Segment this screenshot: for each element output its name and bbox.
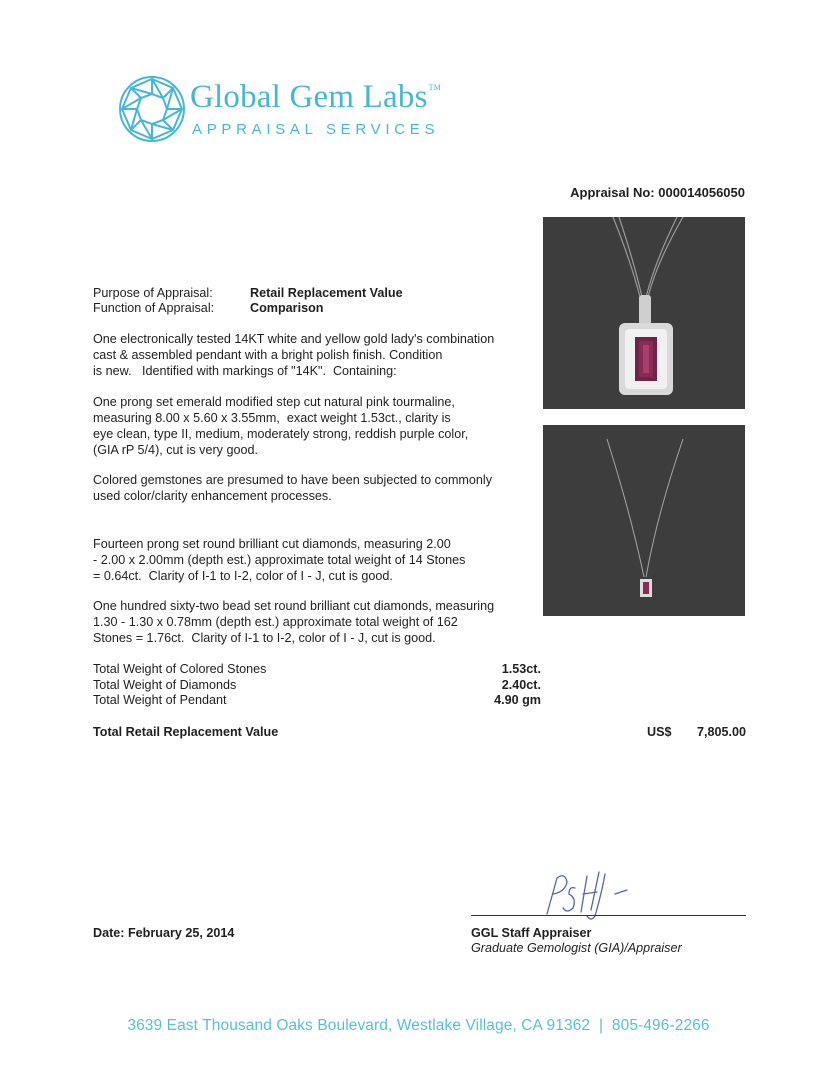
description-paragraph [93, 331, 533, 379]
text-line: One electronically tested 14KT white and yellow gold lady's combination [93, 332, 495, 346]
text-line: (GIA rP 5/4), cut is very good. [93, 443, 258, 457]
text-line: Fourteen prong set round brilliant cut diamonds, measuring 2.00 [93, 537, 451, 551]
text-line: cast & assembled pendant with a bright polish finish. Condition [93, 348, 443, 362]
purpose-value: Retail Replacement Value [250, 286, 403, 300]
text-line: eye clean, type II, medium, moderately strong, reddish purple color, [93, 427, 469, 441]
text-line: Stones = 1.76ct. Clarity of I-1 to I-2, color of I - J, cut is good. [93, 631, 436, 645]
text-line: Colored gemstones are presumed to have been subjected to commonly [93, 473, 493, 487]
prong-diamonds-paragraph [93, 536, 533, 584]
total-colored-stones-label: Total Weight of Colored Stones [93, 662, 267, 676]
pendant-closeup-photo [543, 217, 745, 409]
text-line: used color/clarity enhancement processes. [93, 489, 332, 503]
grand-total-label: Total Retail Replacement Value [93, 725, 279, 739]
text-line: = 0.64ct. Clarity of I-1 to I-2, color of I - J, cut is good. [93, 569, 393, 583]
total-colored-stones-value: 1.53ct. [501, 662, 541, 676]
text-line: measuring 8.00 x 5.60 x 3.55mm, exact weight 1.53ct., clarity is [93, 411, 451, 425]
function-label: Function of Appraisal: [93, 301, 215, 315]
function-value: Comparison [250, 301, 324, 315]
signature-mark [535, 866, 645, 926]
necklace-full-photo [543, 425, 745, 616]
treatment-paragraph [93, 472, 533, 504]
trademark-mark: TM [428, 83, 442, 92]
text-line: 1.30 - 1.30 x 0.78mm (depth est.) approximate total weight of 162 [93, 615, 458, 629]
logo-title-text: Global Gem Labs [190, 79, 428, 115]
gem-logo-icon [117, 74, 187, 144]
signature-line [471, 915, 746, 916]
total-diamonds-label: Total Weight of Diamonds [93, 678, 237, 692]
bead-diamonds-paragraph [93, 598, 533, 646]
total-pendant-label: Total Weight of Pendant [93, 693, 227, 707]
appraiser-title: Graduate Gemologist (GIA)/Appraiser [471, 941, 682, 955]
text-line: One prong set emerald modified step cut natural pink tourmaline, [93, 395, 455, 409]
text-line: - 2.00 x 2.00mm (depth est.) approximate total weight of 14 Stones [93, 553, 466, 567]
logo-subtitle: APPRAISAL SERVICES [192, 121, 440, 138]
text-line: is new. Identified with markings of "14K". Containing: [93, 364, 397, 378]
appraiser-name: GGL Staff Appraiser [471, 926, 592, 940]
footer-address: 3639 East Thousand Oaks Boulevard, Westlake Village, CA 91362 | 805-496-2266 [127, 1017, 710, 1034]
total-diamonds-value: 2.40ct. [501, 678, 541, 692]
purpose-label: Purpose of Appraisal: [93, 286, 213, 300]
appraisal-number: Appraisal No: 000014056050 [570, 185, 745, 200]
grand-total-currency: US$ [647, 725, 672, 739]
appraisal-date: Date: February 25, 2014 [93, 926, 235, 940]
total-pendant-value: 4.90 gm [494, 693, 541, 707]
logo-title [190, 79, 441, 116]
tourmaline-paragraph [93, 394, 533, 458]
text-line: One hundred sixty-two bead set round brilliant cut diamonds, measuring [93, 599, 495, 613]
grand-total-amount: 7,805.00 [696, 725, 746, 739]
